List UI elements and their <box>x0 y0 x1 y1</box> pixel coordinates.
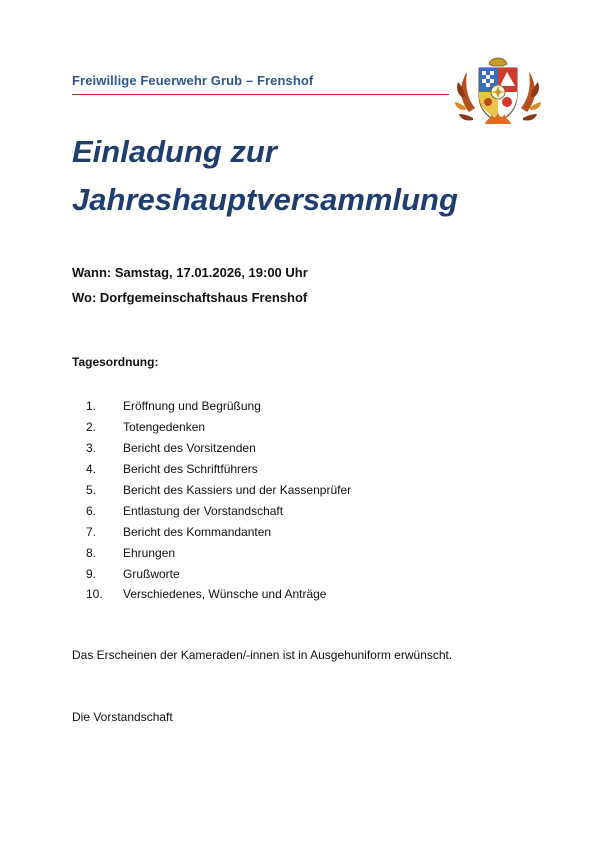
title-line-2: Jahreshauptversammlung <box>72 182 458 217</box>
agenda-item-text: Grußworte <box>123 566 180 581</box>
agenda-item-text: Bericht des Vorsitzenden <box>123 441 256 456</box>
agenda-item <box>72 396 351 417</box>
agenda-item <box>72 542 351 563</box>
organization-header: Freiwillige Feuerwehr Grub – Frenshof <box>72 73 314 88</box>
agenda-item <box>72 438 351 459</box>
agenda-list <box>72 396 351 605</box>
agenda-item <box>72 417 351 438</box>
signature: Die Vorstandschaft <box>72 710 173 724</box>
agenda-item-text: Totengedenken <box>123 420 206 435</box>
agenda-heading: Tagesordnung: <box>72 355 159 369</box>
header-divider <box>72 94 449 95</box>
agenda-item-number: 6. <box>86 503 97 518</box>
agenda-item-number: 2. <box>86 420 97 435</box>
agenda-item-number: 4. <box>86 462 97 477</box>
event-where: Wo: Dorfgemeinschaftshaus Frenshof <box>72 290 308 305</box>
agenda-item-number: 7. <box>86 524 97 539</box>
agenda-item-text: Bericht des Schriftführers <box>123 462 258 477</box>
agenda-item-text: Ehrungen <box>123 545 176 560</box>
agenda-item <box>72 480 351 501</box>
agenda-item <box>72 563 351 584</box>
agenda-item-number: 3. <box>86 441 97 456</box>
wreath-left <box>455 72 475 121</box>
page-title <box>72 128 552 224</box>
agenda-item-text: Bericht des Kommandanten <box>123 524 272 539</box>
agenda-item-number: 5. <box>86 483 97 497</box>
agenda-item <box>72 584 351 605</box>
crest-helmet <box>489 58 507 66</box>
agenda-item-number: 8. <box>86 545 97 560</box>
agenda-item-text: Eröffnung und Begrüßung <box>123 399 261 414</box>
agenda-item-text: Bericht des Kassiers und der Kassenprüfer <box>123 483 352 497</box>
fire-brigade-crest-icon <box>455 52 541 130</box>
agenda-item <box>72 521 351 542</box>
agenda-item-text: Verschiedenes, Wünsche und Anträge <box>123 587 327 602</box>
agenda-item <box>72 500 351 521</box>
dress-code-note: Das Erscheinen der Kameraden/-innen ist in Ausgehuniform erwünscht. <box>72 648 453 662</box>
agenda-item-text: Entlastung der Vorstandschaft <box>123 503 284 518</box>
event-when: Wann: Samstag, 17.01.2026, 19:00 Uhr <box>72 265 308 280</box>
title-line-1: Einladung zur <box>72 134 277 169</box>
agenda-item-number: 9. <box>86 566 97 581</box>
wreath-right <box>521 72 541 121</box>
agenda-item-number: 1. <box>86 399 97 414</box>
agenda-item-number: 10. <box>86 587 103 602</box>
agenda-item <box>72 459 351 480</box>
